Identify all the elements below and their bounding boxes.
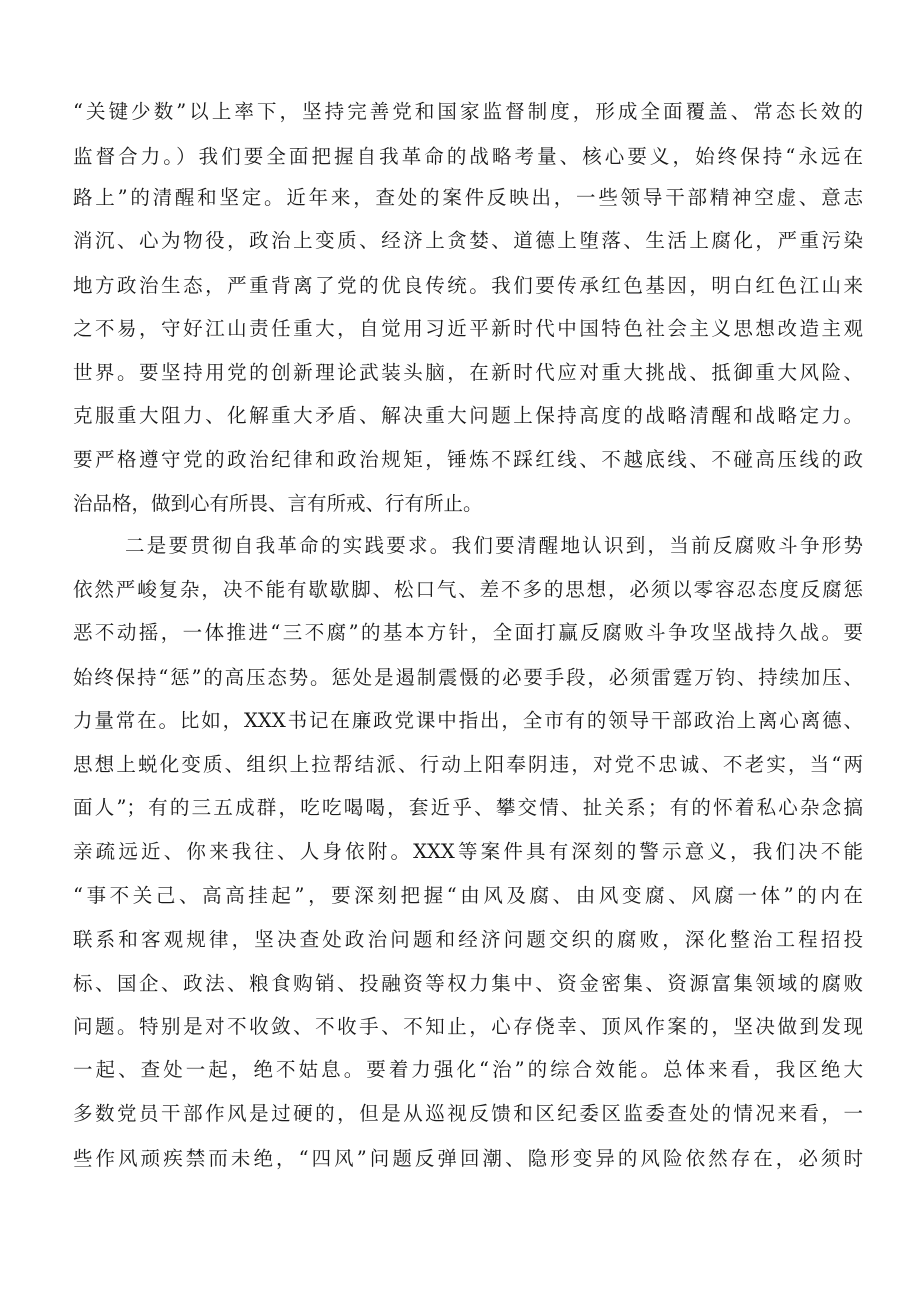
- text-line: 要严格遵守党的政治纪律和政治规矩，锤炼不踩红线、不越底线、不碰高压线的政: [73, 448, 863, 471]
- text-line: 消沉、心为物役，政治上变质、经济上贪婪、道德上堕落、生活上腐化，严重污染: [73, 229, 863, 252]
- text-line: 标、国企、政法、粮食购销、投融资等权力集中、资金密集、资源富集领域的腐败: [73, 972, 863, 995]
- text-line: 之不易，守好江山责任重大，自觉用习近平新时代中国特色社会主义思想改造主观: [73, 317, 863, 340]
- text-line: 思想上蜕化变质、组织上拉帮结派、行动上阳奉阴违，对党不忠诚、不老实，当“两: [73, 753, 863, 776]
- text-line: 面人”；有的三五成群，吃吃喝喝，套近乎、攀交情、扯关系；有的怀着私心杂念搞: [73, 796, 863, 819]
- text-line: 路上”的清醒和坚定。近年来，查处的案件反映出，一些领导干部精神空虚、意志: [73, 186, 863, 209]
- text-line: 依然严峻复杂，决不能有歇歇脚、松口气、差不多的思想，必须以零容忍态度反腐惩: [73, 578, 863, 601]
- text-line: 些作风顽疾禁而未绝，“四风”问题反弹回潮、隐形变异的风险依然存在，必须时: [73, 1147, 863, 1170]
- text-line: 联系和客观规律，坚决查处政治问题和经济问题交织的腐败，深化整治工程招投: [73, 928, 863, 951]
- text-line: 亲疏远近、你来我往、人身依附。XXX等案件具有深刻的警示意义，我们决不能: [73, 840, 863, 863]
- text-line: 多数党员干部作风是过硬的，但是从巡视反馈和区纪委区监委查处的情况来看，一: [73, 1102, 863, 1125]
- text-line: “事不关己、高高挂起”，要深刻把握“由风及腐、由风变腐、风腐一体”的内在: [73, 884, 863, 907]
- text-line: 地方政治生态，严重背离了党的优良传统。我们要传承红色基因，明白红色江山来: [73, 274, 863, 297]
- text-line: “关键少数”以上率下，坚持完善党和国家监督制度，形成全面覆盖、常态长效的: [73, 100, 863, 123]
- text-line: 始终保持“惩”的高压态势。惩处是遏制震慑的必要手段，必须雷霆万钧、持续加压、: [73, 666, 863, 689]
- text-line: 问题。特别是对不收敛、不收手、不知止，心存侥幸、顶风作案的，坚决做到发现: [73, 1015, 863, 1038]
- paragraph-first-line: 二是要贯彻自我革命的实践要求。我们要清醒地认识到，当前反腐败斗争形势: [125, 534, 863, 557]
- text-line: 世界。要坚持用党的创新理论武装头脑，在新时代应对重大挑战、抵御重大风险、: [73, 361, 863, 384]
- text-line: 监督合力。）我们要全面把握自我革命的战略考量、核心要义，始终保持“永远在: [73, 145, 863, 168]
- text-line: 克服重大阻力、化解重大矛盾、解决重大问题上保持高度的战略清醒和战略定力。: [73, 404, 863, 427]
- text-line: 治品格，做到心有所畏、言有所戒、行有所止。: [73, 492, 483, 515]
- text-line: 力量常在。比如，XXX书记在廉政党课中指出，全市有的领导干部政治上离心离德、: [73, 709, 863, 732]
- text-line: 一起、查处一起，绝不姑息。要着力强化“治”的综合效能。总体来看，我区绝大: [73, 1058, 863, 1081]
- text-line: 恶不动摇，一体推进“三不腐”的基本方针，全面打赢反腐败斗争攻坚战持久战。要: [73, 621, 863, 644]
